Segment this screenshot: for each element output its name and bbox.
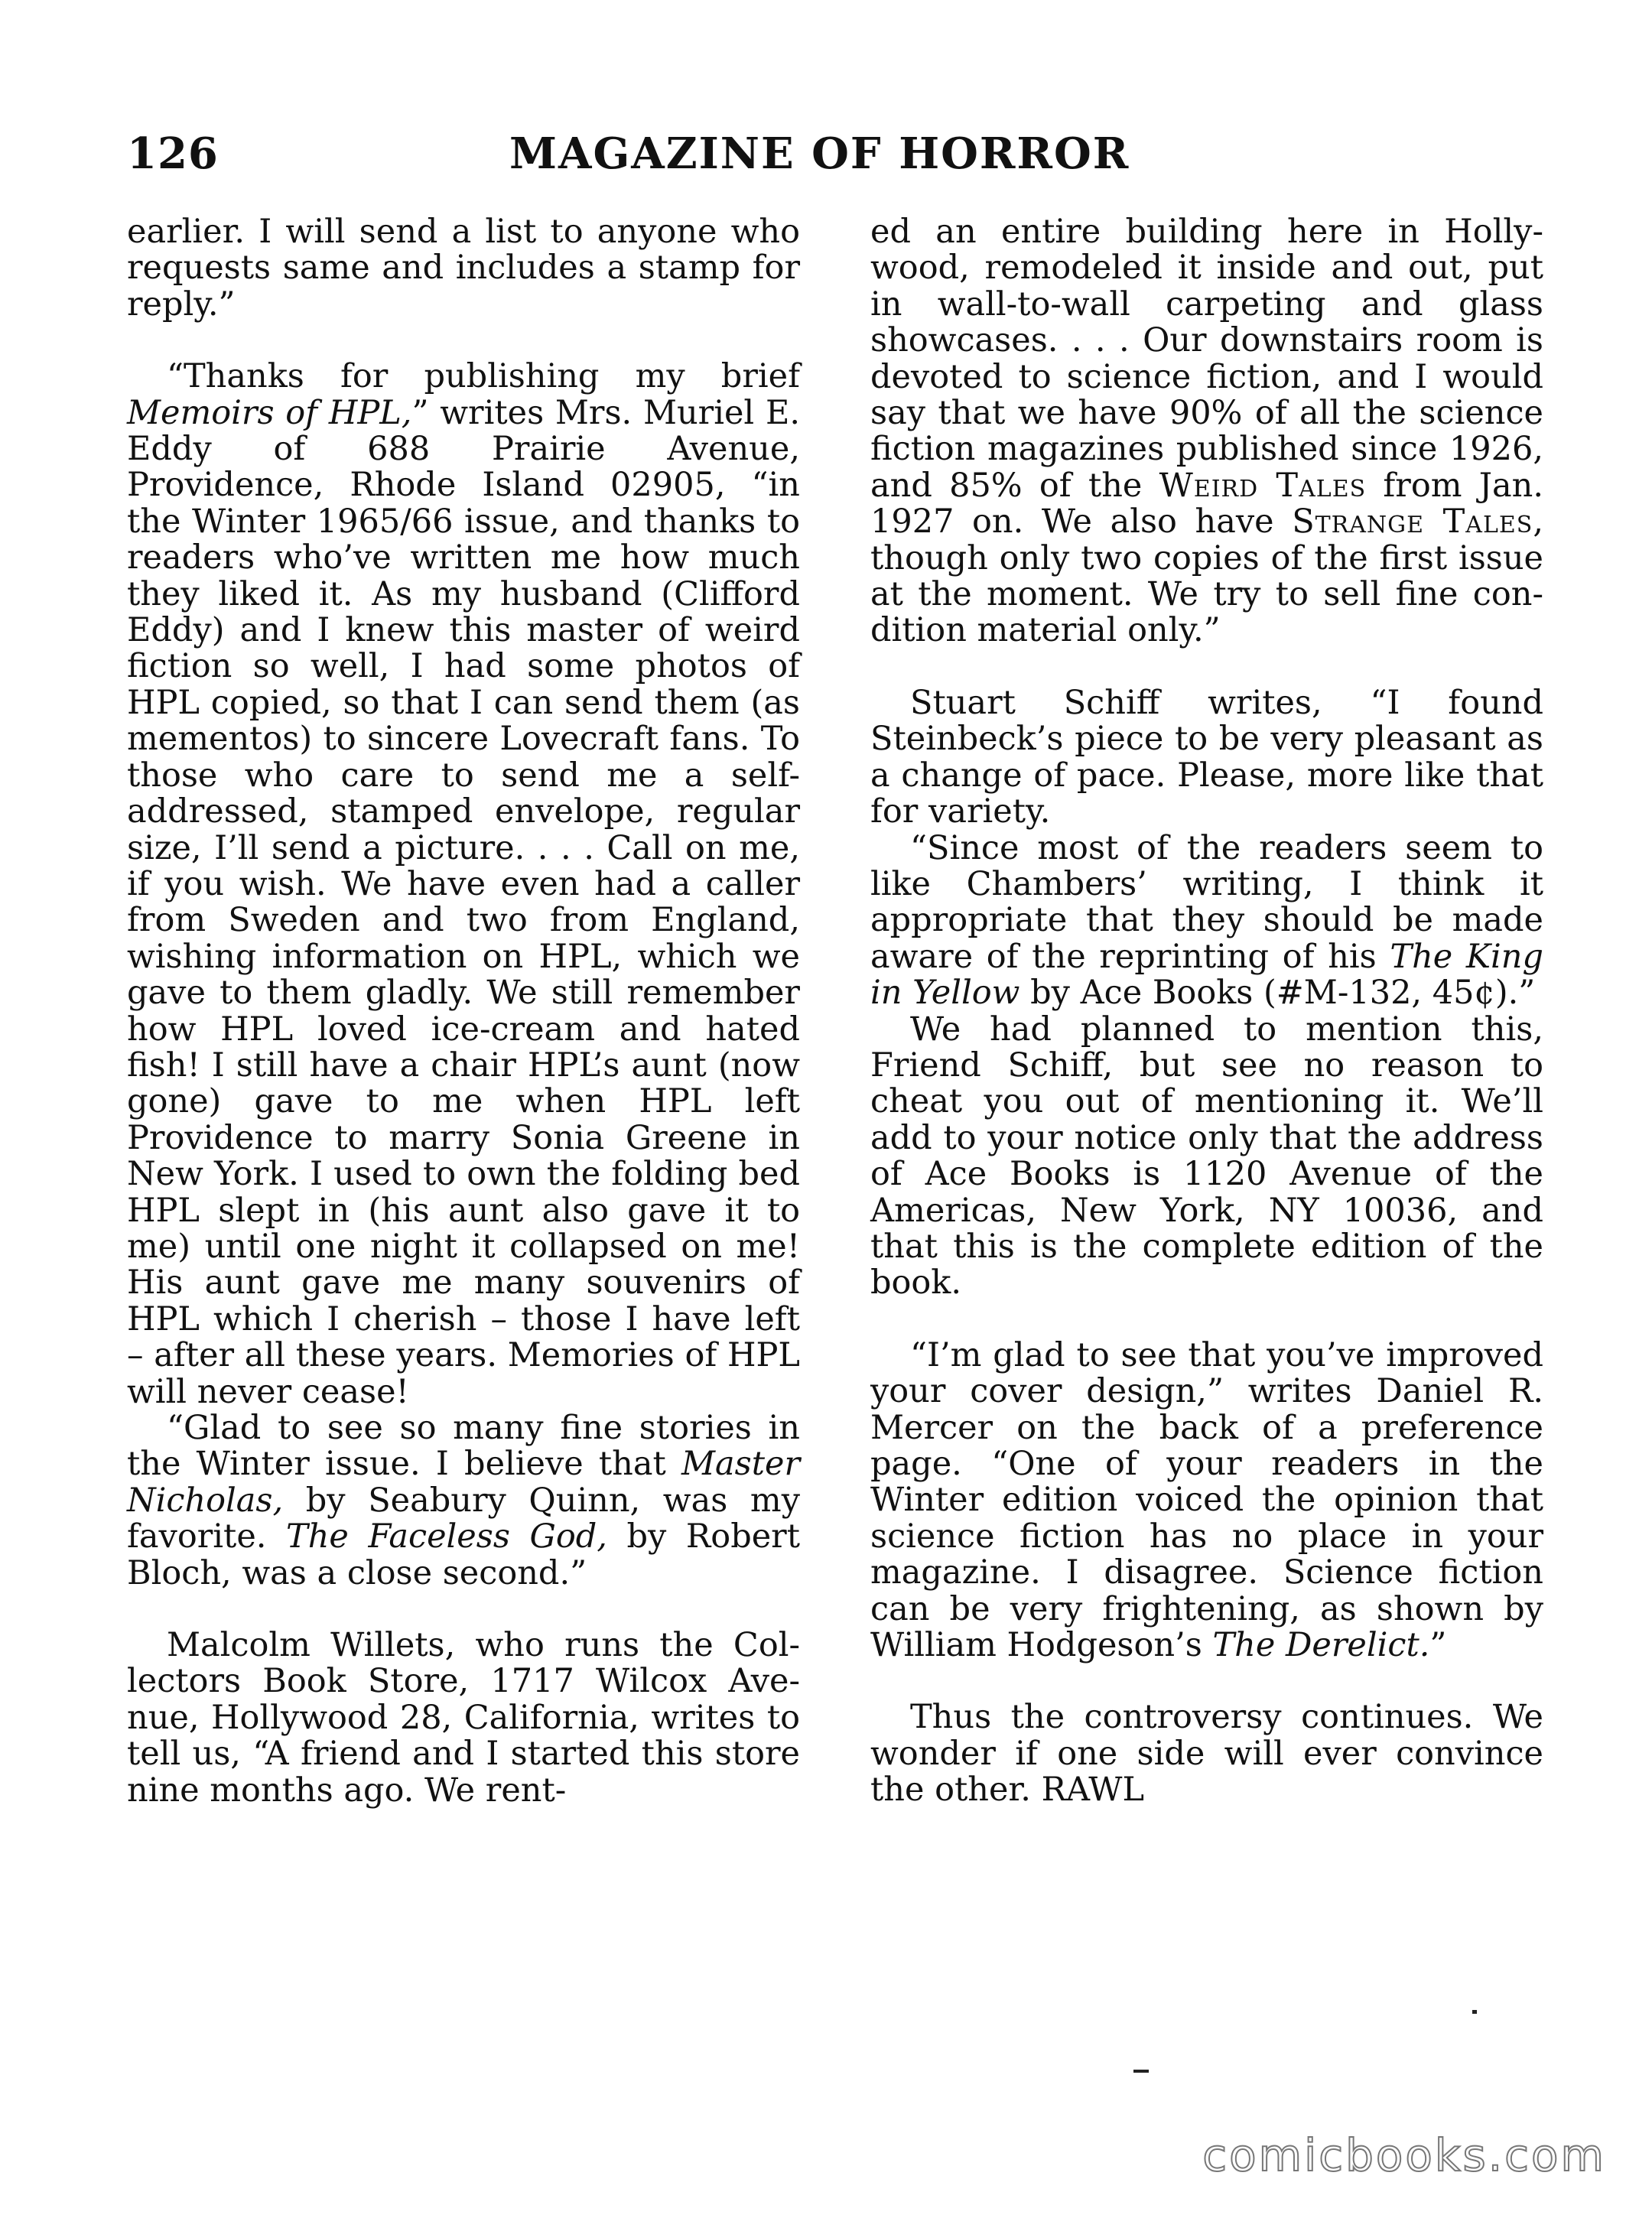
page-header <box>127 128 1540 190</box>
title-the-derelict: The Derelict. <box>1212 1626 1430 1665</box>
paragraph-chambers: “Since most of the readers seem to like Chambers’ writing, I think it appropriate that they should be made aware of the reprinting of his The King in Yellow by Ace Books (#M-132, 45¢).” <box>870 828 1543 1013</box>
paragraph-eddy-letter: “Thanks for publishing my brief Memoirs of HPL,” writes Mrs. Muriel E. Eddy of 688 Prairie Avenue, Providence, Rhode Island 02905, “in the Winter 1965/66 issue, and thanks to readers who’ve written me how much they liked it. As my husband (Clifford Eddy) and I knew this master of weird fiction so well, I had some photos of HPL copied, so that I can send them (as mementos) to sincere Lovecraft fans. To those who care to send me a self-addressed, stamped envelope, regular size, I’ll send a picture. . . . Call on me, if you wish. We have even had a caller from Sweden and two from England, wishing information on HPL, which we gave to them gladly. We still remember how HPL loved ice-cream and hated fish! I still have a chair HPL’s aunt (now gone) gave to me when HPL left Providence to marry Sonia Greene in New York. I used to own the folding bed HPL slept in (his aunt also gave it to me) until one night it collapsed on me! His aunt gave me many souvenirs of HPL which I cherish – those I have left – after all these years. Memories of HPL will never cease! <box>127 357 800 1411</box>
page-number: 126 <box>127 128 219 179</box>
left-column <box>127 214 800 1809</box>
paragraph-mercer-letter: “I’m glad to see that you’ve improved your cover design,” writes Daniel R. Mercer on the back of a preference page. “One of your readers in the Winter edition voiced the opinion that science fiction has no place in your magazine. I disagree. Science fiction can be very frightening, as shown by William Hodgeson’s The Derelict.” <box>870 1335 1543 1665</box>
title-king-in-yellow: The King in Yellow <box>870 937 1543 1013</box>
paragraph-willets-letter: Malcolm Willets, who runs the Collectors Book Store, 1717 Wilcox Avenue, Hollywood 28, California, writes to tell us, “A friend and I started this store nine months ago. We rent- <box>127 1626 800 1810</box>
title-faceless-god: The Faceless God, <box>286 1517 607 1556</box>
title-memoirs-of-hpl: Memoirs of HPL, <box>127 393 412 432</box>
paragraph-closing: Thus the controversy continues. We wonder if one side will ever convince the other. RAWL <box>870 1698 1543 1810</box>
title-master-nicholas: Master Nicholas, <box>127 1445 800 1520</box>
right-column <box>870 214 1543 1809</box>
paragraph-winter-issue: “Glad to see so many fine stories in the Winter issue. I believe that Master Nicholas, by Seabury Quinn, was my favorite. The Faceless God, by Robert Bloch, was a close second.” <box>127 1409 801 1592</box>
paragraph-editor-reply: We had planned to mention this, Friend Schiff, but see no reason to cheat you out of mentioning it. We’ll add to your notice only that the address of Ace Books is 1120 Avenue of the Americas, New York, NY 10036, and that this is the complete edition of the book. <box>870 1010 1543 1303</box>
paragraph-eddy-intro-tail: earlier. I will send a list to anyone who requests same and includes a stamp for reply.” <box>127 213 800 324</box>
running-title: MAGAZINE OF HORROR <box>509 128 1130 179</box>
print-dash <box>1133 2070 1149 2073</box>
title-weird-tales: Weird Tales <box>1159 466 1367 505</box>
watermark-logo: comicbooks.com <box>1202 2129 1606 2181</box>
title-strange-tales: Strange Tales <box>1292 502 1533 541</box>
paragraph-schiff-letter: Stuart Schiff writes, “I found Steinbeck’s piece to be very pleasant as a change of pace. Please, more like that for variety. <box>870 683 1543 831</box>
paragraph-willets-continued: ed an entire building here in Hollywood, remodeled it inside and out, put in wall-to-wall carpeting and glass showcases. . . . Our downstairs room is devoted to science fiction, and I would say that we have 90% of all the science fiction magazines published since 1926, and 85% of the Weird Tales from Jan. 1927 on. We also have Strange Tales, though only two copies of the first issue at the moment. We try to sell fine condition material only.” <box>870 213 1544 650</box>
print-speck <box>1472 2010 1477 2014</box>
